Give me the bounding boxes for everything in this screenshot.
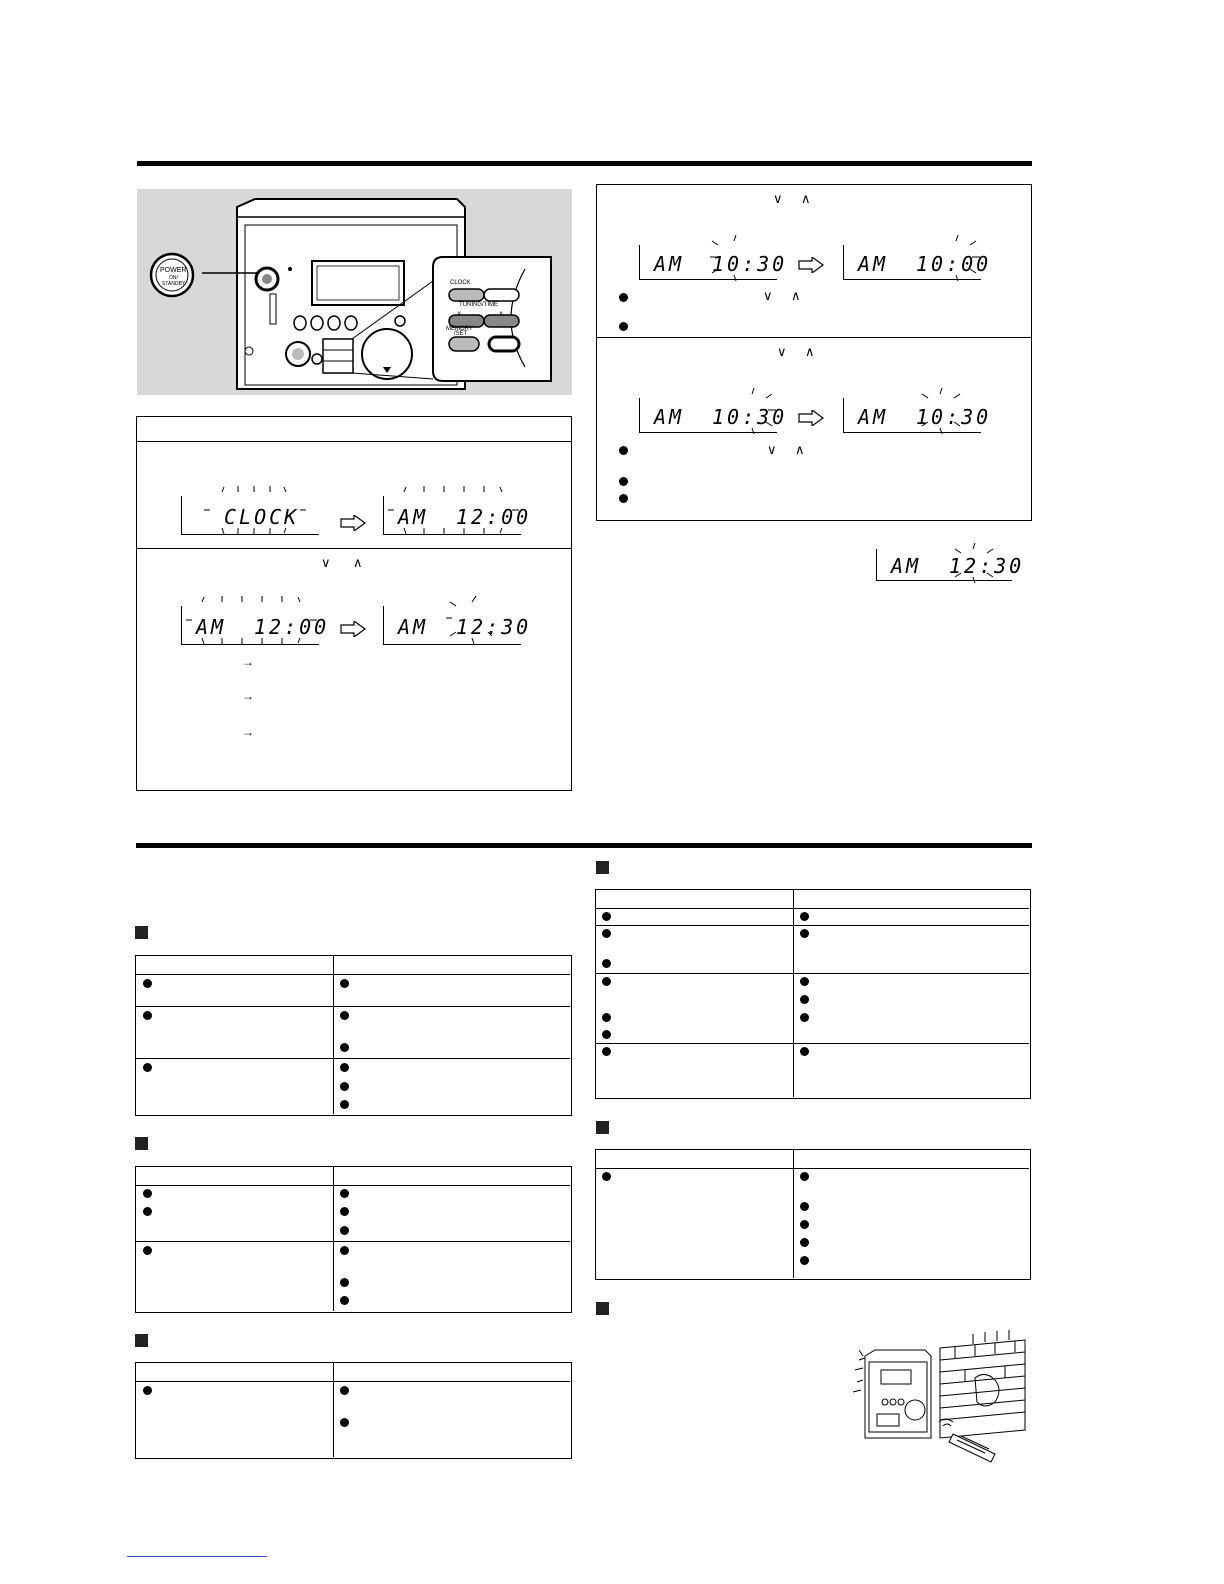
troubleshooting-table <box>135 1362 572 1459</box>
row-divider <box>596 925 1029 926</box>
down-caret: ∨ <box>763 289 773 304</box>
header-divider <box>596 1168 1029 1169</box>
small-arrow-icon: → <box>242 689 254 703</box>
bullet <box>340 979 349 988</box>
section-square-marker <box>596 1121 609 1134</box>
tuning-time-label: TUNING/TIME <box>459 302 498 308</box>
troubleshooting-table <box>595 1149 1031 1280</box>
bullet <box>143 1011 152 1020</box>
stereo-unit-drawing <box>137 189 572 395</box>
troubleshooting-table <box>135 1166 572 1313</box>
power-label: POWER <box>160 267 187 274</box>
bullet <box>602 959 611 968</box>
lcd-time: 10:30 <box>712 405 788 429</box>
lcd-am: AM <box>654 405 685 429</box>
section-square-marker <box>596 861 609 874</box>
bullet <box>340 1278 349 1287</box>
bullet <box>340 1207 349 1216</box>
bullet <box>800 929 809 938</box>
lcd-display <box>639 398 788 433</box>
bullet <box>602 1013 611 1022</box>
bullet <box>602 1047 611 1056</box>
lcd-display <box>876 549 1025 581</box>
bullet <box>340 1189 349 1198</box>
power-sub-label-1: ON/ <box>169 275 178 281</box>
stereo-remote-illustration <box>845 1330 1030 1465</box>
row-divider <box>596 1043 1029 1044</box>
bullet <box>340 1082 349 1091</box>
bullet <box>340 1386 349 1395</box>
step-box-header-divider <box>137 441 571 442</box>
down-caret: ∨ <box>767 443 777 458</box>
row-divider <box>136 1006 570 1007</box>
bullet <box>602 912 611 921</box>
header-divider <box>596 908 1029 909</box>
header-divider <box>136 1185 570 1186</box>
arrow-right-icon <box>340 515 366 531</box>
arrow-right-icon <box>798 410 824 426</box>
lcd-display <box>383 606 532 645</box>
lcd-time: 12:30 <box>456 615 532 639</box>
bullet <box>800 1172 809 1181</box>
lcd-am: AM <box>858 252 889 276</box>
bullet <box>340 1246 349 1255</box>
troubleshooting-table <box>595 889 1031 1099</box>
row-divider <box>136 1058 570 1059</box>
lcd-display <box>181 496 319 535</box>
bullet <box>619 446 628 455</box>
down-caret: ∨ <box>777 345 787 360</box>
footer-underline <box>127 1556 267 1557</box>
bullet <box>340 1100 349 1109</box>
up-caret: ∧ <box>791 289 801 304</box>
section-rule-bottom <box>136 843 1032 848</box>
lcd-time: 12:00 <box>456 505 532 529</box>
lcd-display <box>843 245 992 280</box>
bullet <box>800 995 809 1004</box>
lcd-am: AM <box>196 615 227 639</box>
lcd-time: 10:30 <box>712 252 788 276</box>
section-square-marker <box>596 1302 609 1315</box>
section-square-marker <box>135 1334 148 1347</box>
small-arrow-icon: → <box>242 725 254 739</box>
lcd-am: AM <box>858 405 889 429</box>
bullet <box>340 1063 349 1072</box>
step-divider <box>137 548 571 549</box>
column-divider <box>793 890 794 1097</box>
bullet <box>800 977 809 986</box>
bullet <box>800 1013 809 1022</box>
lcd-display <box>181 606 330 645</box>
bullet <box>340 1011 349 1020</box>
bullet <box>619 494 628 503</box>
bullet <box>602 929 611 938</box>
tuning-down-caret: ∨ <box>457 310 462 317</box>
bullet <box>800 1238 809 1247</box>
clock-button-label: CLOCK <box>450 280 471 286</box>
bullet <box>800 1256 809 1265</box>
down-caret: ∨ <box>773 192 783 207</box>
lcd-am: AM <box>654 252 685 276</box>
power-sub-label-2: STANDBY <box>162 281 186 287</box>
bullet <box>619 477 628 486</box>
lcd-time: 12:30 <box>949 554 1025 578</box>
up-caret: ∧ <box>353 556 363 571</box>
arrow-right-icon <box>798 257 824 273</box>
small-arrow-icon: → <box>242 655 254 669</box>
arrow-right-icon <box>340 621 366 637</box>
column-divider <box>333 1363 334 1457</box>
lcd-am: AM <box>398 505 429 529</box>
tuning-up-caret: ∧ <box>499 310 504 317</box>
bullet <box>340 1418 349 1427</box>
lcd-time: 10:00 <box>916 252 992 276</box>
lcd-time: 10:30 <box>916 405 992 429</box>
lcd-display <box>843 398 992 433</box>
bullet <box>602 977 611 986</box>
lcd-time: 12:00 <box>254 615 330 639</box>
bullet <box>143 1063 152 1072</box>
up-caret: ∧ <box>805 345 815 360</box>
bullet <box>340 1226 349 1235</box>
section-rule-top <box>137 161 1032 166</box>
step-divider <box>597 337 1031 338</box>
bullet <box>143 1207 152 1216</box>
lcd-am: AM <box>891 554 922 578</box>
troubleshooting-table <box>135 955 572 1116</box>
section-square-marker <box>135 926 148 939</box>
bullet <box>143 1386 152 1395</box>
up-caret: ∧ <box>795 443 805 458</box>
bullet <box>143 1189 152 1198</box>
bullet <box>800 1047 809 1056</box>
lcd-display <box>639 245 788 280</box>
bullet <box>619 293 628 302</box>
bullet <box>143 1246 152 1255</box>
up-caret: ∧ <box>801 192 811 207</box>
header-divider <box>136 1381 570 1382</box>
down-caret: ∨ <box>321 556 331 571</box>
bullet <box>340 1043 349 1052</box>
set-label: /SET <box>454 331 468 337</box>
header-divider <box>136 974 570 975</box>
lcd-am: AM <box>398 615 429 639</box>
bullet <box>143 979 152 988</box>
row-divider <box>596 973 1029 974</box>
bullet <box>340 1296 349 1305</box>
bullet <box>800 1220 809 1229</box>
row-divider <box>136 1241 570 1242</box>
lcd-text: CLOCK <box>224 505 300 529</box>
memory-label: MEMORY <box>446 326 473 332</box>
bullet <box>619 322 628 331</box>
device-illustration <box>137 189 572 395</box>
column-divider <box>793 1150 794 1278</box>
section-square-marker <box>135 1137 148 1150</box>
column-divider <box>333 1167 334 1311</box>
bullet <box>800 1202 809 1211</box>
bullet <box>800 912 809 921</box>
bullet <box>602 1030 611 1039</box>
lcd-display <box>383 496 532 535</box>
column-divider <box>333 956 334 1114</box>
bullet <box>602 1172 611 1181</box>
